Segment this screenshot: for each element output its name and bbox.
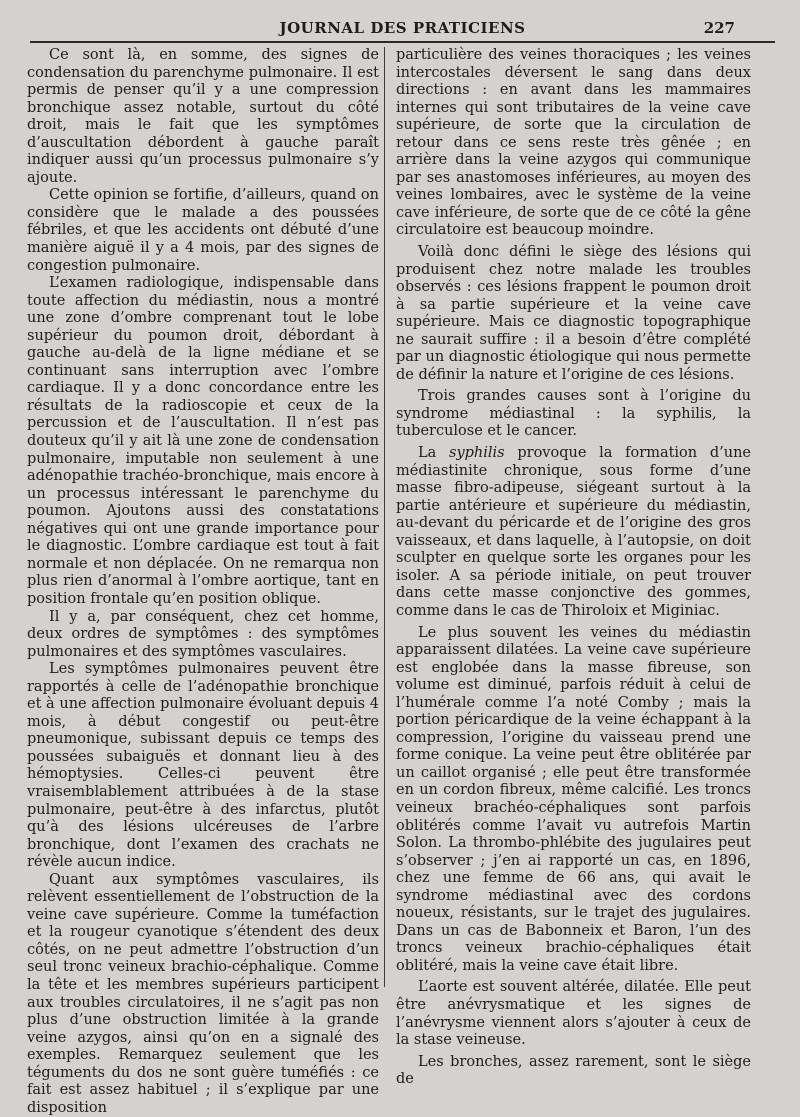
- paragraph: L’examen radiologique, indispensable dans toute affection du médiastin, nous a montré une zone d’ombre comprenant tout le lobe supérieur du poumon droit, débordant à gauche au-delà de la ligne médiane et se continuant sans interruption avec l’ombre cardiaque. Il y a donc concordance entre les résultats de la radioscopie et ceux de la percussion et de l’auscultation. Il n’est pas douteux qu’il y ait là une zone de condensation pulmonaire, imputable non seulement à une adénopathie trachéo-bronchique, mais encore à un processus intéressant le parenchyme du poumon. Ajoutons aussi des constatations négatives qui ont une grande importance pour le diagnostic. L’ombre cardiaque est tout à fait normale et non déplacée. On ne remarqua non plus rien d’anormal à l’ombre aortique, tant en position frontale qu’en position oblique.: [27, 275, 379, 607]
- emphasized-term: syphilis: [449, 445, 505, 462]
- paragraph: [396, 445, 751, 620]
- page-number: 227: [703, 19, 735, 37]
- journal-title: JOURNAL DES PRATICIENS: [279, 19, 526, 37]
- column-divider: [384, 47, 385, 987]
- paragraph: Quant aux symptômes vasculaires, ils relèvent essentiellement de l’obstruction de la veine cave supérieure. Comme la tuméfaction et la rougeur cyanotique s’étendent des deux côtés, on ne peut admettre l’obstruction d’un seul tronc veineux brachio-céphalique. Comme la tête et les membres supérieurs participent aux troubles circulatoires, il ne s’agit pas non plus d’une obstruction limitée à la grande veine azygos, ainsi qu’on en a signalé des exemples. Remarquez seulement que les téguments du dos ne sont guère tuméfiés : ce fait est assez habituel ; il s’explique par une disposition: [27, 871, 379, 1116]
- paragraph: Le plus souvent les veines du médiastin apparaissent dilatées. La veine cave supérieure est englobée dans la masse fibreuse, son volume est diminué, parfois réduit à celui de l’humérale comme l’a noté Comby ; mais la portion péricardique de la veine échappant à la compression, l’origine du vaisseau prend une forme conique. La veine peut être oblitérée par un caillot organisé ; elle peut être transformée en un cordon fibreux, même calcifié. Les troncs veineux brachéo-céphaliques sont parfois oblitérés comme l’avait vu autrefois Martin Solon. La thrombo-phlébite des jugulaires peut s’observer ; j’en ai rapporté un cas, en 1896, chez une femme de 66 ans, qui avait le syndrome médiastinal avec des cordons noueux, résistants, sur le trajet des jugulaires. Dans un cas de Babonneix et Baron, l’un des troncs veineux brachio-céphaliques était oblitéré, mais la veine cave était libre.: [396, 624, 751, 974]
- paragraph-rest: provoque la formation d’une médiastinite chronique, sous forme d’une masse fibro-adipeuse, siégeant surtout à la partie antérieure et supérieure du médiastin, au-devant du péricarde et de l’origine des gros vaisseaux, et dans laquelle, à l’autopsie, on doit sculpter en quelque sorte les organes pour les isoler. A sa période initiale, on peut trouver dans cette masse conjonctive des gommes, comme dans le cas de Thiroloix et Miginiac.: [396, 445, 752, 619]
- paragraph: L’aorte est souvent altérée, dilatée. Elle peut être anévrysmatique et les signes de l’anévrysme viennent alors s’ajouter à ceux de la stase veineuse.: [396, 979, 751, 1049]
- paragraph: Ce sont là, en somme, des signes de condensation du parenchyme pulmonaire. Il est permis de penser qu’il y a une compression bronchique assez notable, surtout du côté droit, mais le fait que les symptômes d’auscultation débordent à gauche paraît indiquer aussi qu’un processus pulmonaire s’y ajoute.: [27, 47, 379, 186]
- paragraph: Les bronches, assez rarement, sont le siège de: [396, 1053, 751, 1088]
- paragraph: Cette opinion se fortifie, d’ailleurs, quand on considère que le malade a des poussées fébriles, et que les accidents ont débuté d’une manière aiguë il y a 4 mois, par des signes de congestion pulmonaire.: [27, 187, 379, 274]
- paragraph: particulière des veines thoraciques ; les veines intercostales déversent le sang dans deux directions : en avant dans les mammaires internes qui sont tributaires de la veine cave supérieure, de sorte que la circulation de retour dans ce sens reste très gênée ; en arrière dans la veine azygos qui communique par ses anastomoses inférieures, au moyen des veines lombaires, avec le système de la veine cave inférieure, de sorte que de ce côté la gêne circulatoire est beaucoup moindre.: [396, 47, 751, 239]
- right-column: [396, 47, 751, 1089]
- running-head: [30, 17, 775, 43]
- paragraph: Il y a, par conséquent, chez cet homme, deux ordres de symptômes : des symptômes pulmonaires et des symptômes vasculaires.: [27, 608, 379, 660]
- paragraph: Trois grandes causes sont à l’origine du syndrome médiastinal : la syphilis, la tuberculose et le cancer.: [396, 388, 751, 440]
- paragraph-lead: La: [418, 445, 450, 462]
- paragraph: Voilà donc défini le siège des lésions qui produisent chez notre malade les troubles observés : ces lésions frappent le poumon droit à sa partie supérieure et la veine cave supérieure. Mais ce diagnostic topographique ne saurait suffire : il a besoin d’être complété par un diagnostic étiologique qui nous permette de définir la nature et l’origine de ces lésions.: [396, 244, 751, 383]
- left-column: [27, 47, 379, 1117]
- paragraph: Les symptômes pulmonaires peuvent être rapportés à celle de l’adénopathie bronchique et à une affection pulmonaire évoluant depuis 4 mois, à début congestif ou peut-être pneumonique, subissant depuis ce temps des poussées subaiguës et donnant lieu à des hémoptysies. Celles-ci peuvent être vraisemblablement attribuées à de la stase pulmonaire, peut-être à des infarctus, plutôt qu’à des lésions ulcéreuses de l’arbre bronchique, dont l’examen des crachats ne révèle aucun indice.: [27, 661, 379, 871]
